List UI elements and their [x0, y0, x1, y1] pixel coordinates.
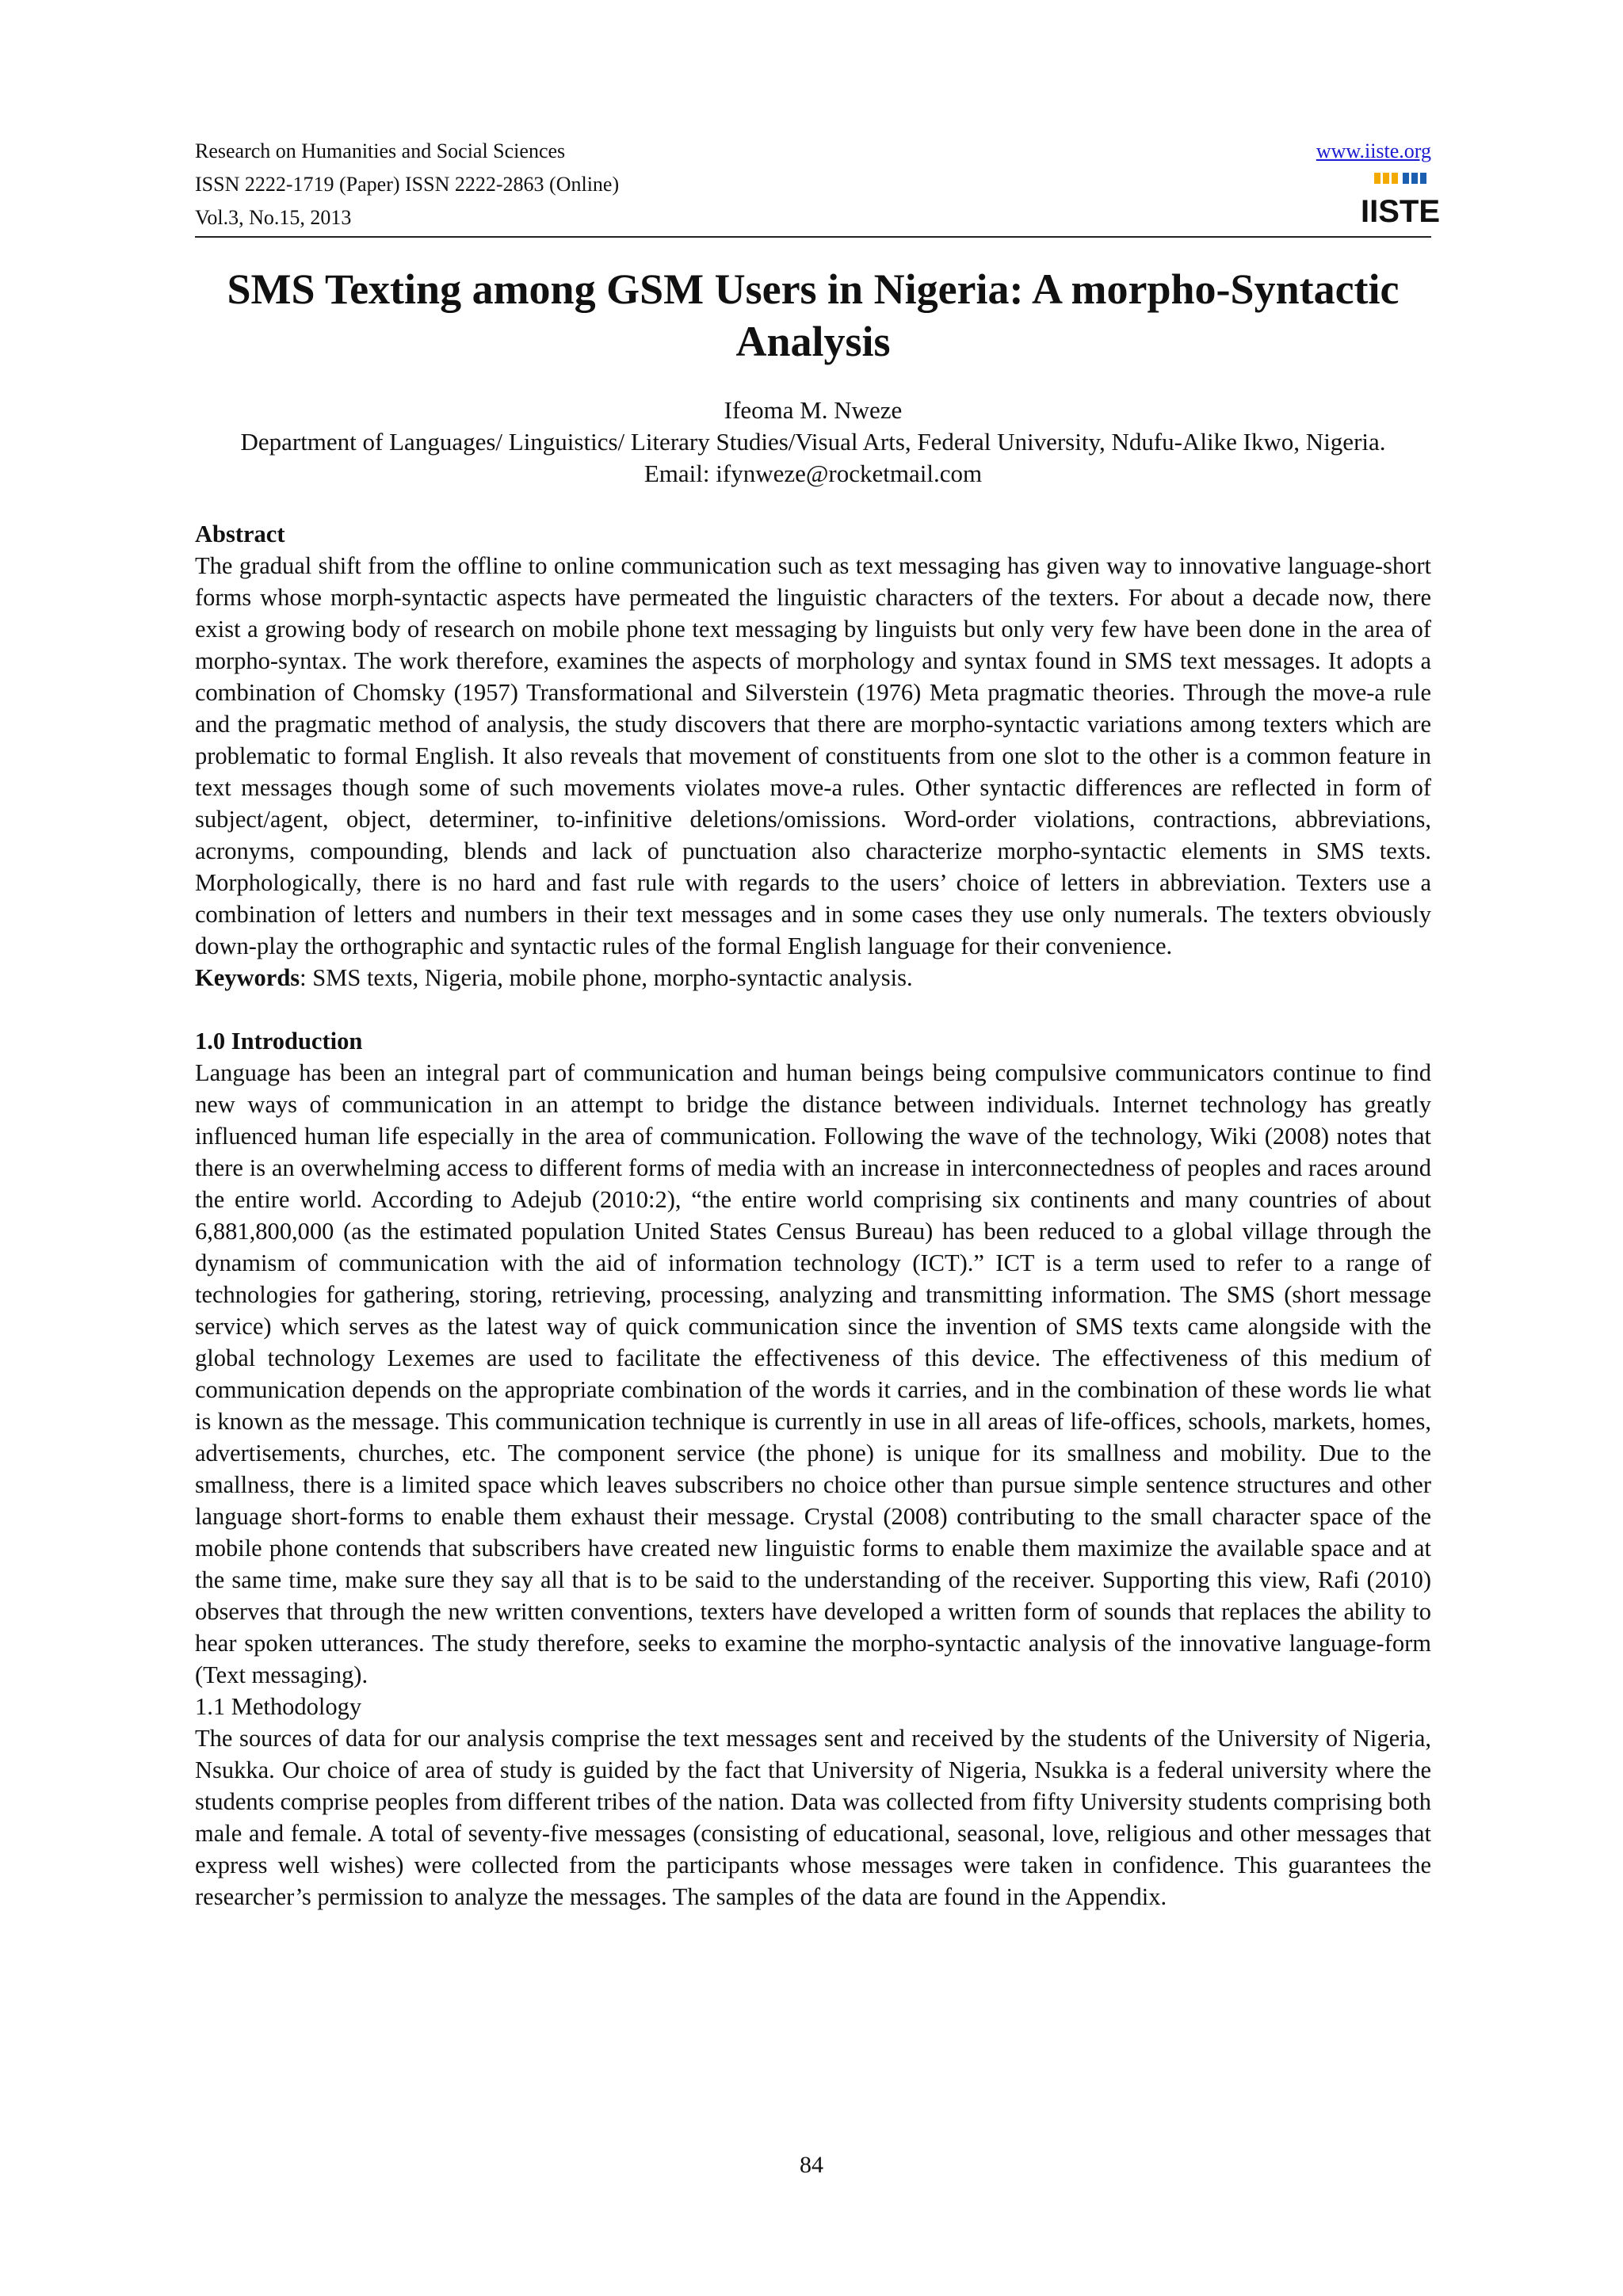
journal-header — [195, 135, 1441, 236]
author-email: Email: ifynweze@rocketmail.com — [643, 460, 983, 487]
journal-name: Research on Humanities and Social Sciences — [195, 139, 566, 162]
introduction-heading: 1.0 Introduction — [195, 1028, 363, 1055]
introduction-section — [195, 1025, 1431, 1913]
abstract-text: The gradual shift from the offline to online communication such as text messaging has given way to innovative language-short forms whose morph-syntactic aspects have permeated the linguistic characters of the texters. For about a decade now, there exist a growing body of research on mobile phone text messaging by linguists but only very few have been done in the area of morpho-syntax. The work therefore, examines the aspects of morphology and syntax found in SMS text messages. It adopts a combination of Chomsky (1957) Transformational and Silverstein (1976) Meta pragmatic theories. Through the move-a rule and the pragmatic method of analysis, the study discovers that there are morpho-syntactic variations among texters which are problematic to formal English. It also reveals that movement of constituents from one slot to the other is a common feature in text messages though some of such movements violates move-a rules. Other syntactic differences are reflected in form of subject/agent, object, determiner, to-infinitive deletions/omissions. Word-order violations, contractions, abbreviations, acronyms, compounding, blends and lack of punctuation also characterize morpho-syntactic elements in SMS texts. Morphologically, there is no hard and fast rule with regards to the users’ choice of letters in abbreviation. Texters use a combination of letters and numbers in their text messages and in some cases they use only numerals. The texters obviously down-play the orthographic and syntactic rules of the formal English language for their convenience. — [195, 552, 1431, 959]
header-rule — [195, 236, 1431, 238]
keywords-text: : SMS texts, Nigeria, mobile phone, morpho-syntactic analysis. — [300, 964, 913, 991]
introduction-text: Language has been an integral part of communication and human beings being compulsive communicators continue to find new ways of communication in an attempt to bridge the distance between individuals. Internet technology has greatly influenced human life especially in the area of communication. Following the wave of the technology, Wiki (2008) notes that there is an overwhelming access to different forms of media with an increase in interconnectedness of peoples and races around the entire world. According to Adejub (2010:2), “the entire world comprising six continents and many countries of about 6,881,800,000 (as the estimated population United States Census Bureau) has been reduced to a global village through the dynamism of communication with the aid of information technology (ICT).” ICT is a term used to refer to a range of technologies for gathering, storing, retrieving, processing, analyzing and transmitting information. The SMS (short message service) which serves as the latest way of quick communication since the invention of SMS texts came alongside with the global technology Lexemes are used to facilitate the effectiveness of this device. The effectiveness of this medium of communication depends on the appropriate combination of the words it carries, and in the combination of these words lie what is known as the message. This communication technique is currently in use in all areas of life-offices, schools, markets, homes, advertisements, churches, etc. The component service (the phone) is unique for its smallness and mobility. Due to the smallness, there is a limited space which leaves subscribers no choice other than pursue simple sentence structures and other language short-forms to enable them exhaust their message. Crystal (2008) contributing to the small character space of the mobile phone contends that subscribers have created new linguistic forms to enable them maximize the available space and at the same time, make sure they say all that is to be said to the understanding of the receiver. Supporting this view, Rafi (2010) observes that through the new written conventions, texters have developed a written form of sounds that replaces the ability to hear spoken utterances. The study therefore, seeks to examine the morpho-syntactic analysis of the innovative language-form (Text messaging). — [195, 1059, 1431, 1688]
abstract-section — [195, 518, 1431, 994]
methodology-heading: 1.1 Methodology — [195, 1693, 362, 1720]
journal-website-link[interactable]: www.iiste.org — [1316, 139, 1431, 162]
methodology-text: The sources of data for our analysis comprise the text messages sent and received by the students of the University of Nigeria, Nsukka. Our choice of area of study is guided by the fact that University of Nigeria, Nsukka is a federal university where the students comprise peoples from different tribes of the nation. Data was collected from fifty University students comprising both male and female. A total of seventy-five messages (consisting of educational, seasonal, love, religious and other messages that express well wishes) were collected from the participants whose messages were taken in confidence. This guarantees the researcher’s permission to analyze the messages. The samples of the data are found in the Appendix. — [195, 1725, 1431, 1910]
paper-title: SMS Texting among GSM Users in Nigeria: A morpho-Syntactic Analysis — [227, 265, 1400, 365]
author-affiliation: Department of Languages/ Linguistics/ Literary Studies/Visual Arts, Federal University, Ndufu-Alike Ikwo, Nigeria. — [240, 428, 1386, 456]
author-name: Ifeoma M. Nweze — [724, 396, 903, 424]
journal-issn: ISSN 2222-1719 (Paper) ISSN 2222-2863 (Online) — [195, 173, 620, 196]
keywords-label: Keywords — [195, 964, 300, 991]
iiste-logo-icon — [1360, 171, 1441, 230]
journal-volume: Vol.3, No.15, 2013 — [195, 206, 352, 229]
journal-info — [195, 135, 619, 235]
page — [195, 135, 1441, 1913]
page-number: 84 — [800, 2152, 823, 2178]
keywords-line — [195, 962, 1431, 994]
logo-text: IISTE — [1360, 194, 1441, 229]
abstract-heading: Abstract — [195, 521, 285, 547]
author-block — [195, 395, 1431, 490]
